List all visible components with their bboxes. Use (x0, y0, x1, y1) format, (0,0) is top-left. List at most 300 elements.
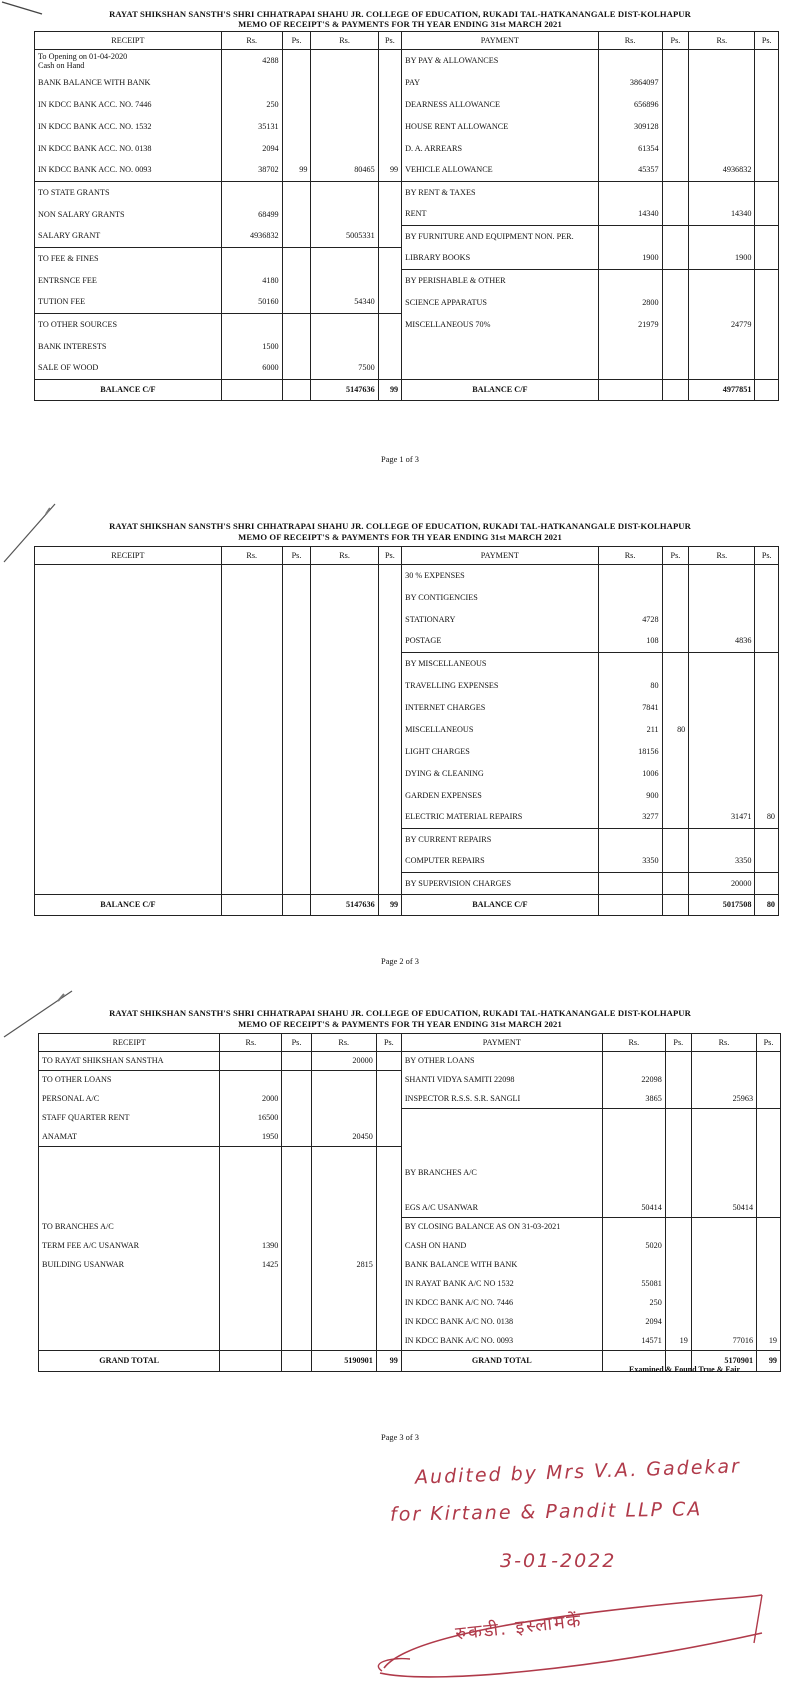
receipt-total-cell: GRAND TOTAL (39, 1351, 220, 1372)
payment-cell (602, 1147, 665, 1199)
receipt-cell (282, 587, 311, 609)
receipt-cell (311, 1147, 376, 1199)
payment-cell (755, 851, 779, 873)
receipt-cell: IN KDCC BANK ACC. NO. 7446 (35, 94, 222, 116)
payment-cell (757, 1294, 781, 1313)
receipt-cell (220, 1199, 282, 1218)
receipt-cell (311, 631, 378, 653)
receipt-cell (282, 1313, 311, 1332)
payment-cell (755, 565, 779, 587)
receipt-cell (39, 1147, 220, 1199)
receipt-cell (311, 829, 378, 851)
receipt-cell: ENTRSNCE FEE (35, 270, 222, 292)
receipt-cell (39, 1199, 220, 1218)
receipt-cell (376, 1237, 401, 1256)
receipt-cell: TO FEE & FINES (35, 248, 222, 270)
receipt-cell (311, 270, 378, 292)
payment-cell: 19 (757, 1332, 781, 1351)
signature-date: 3-01-2022 (500, 1550, 617, 1572)
receipt-cell (35, 675, 222, 697)
receipt-cell (35, 741, 222, 763)
receipt-cell: 7500 (311, 358, 378, 380)
receipt-cell (39, 1275, 220, 1294)
payment-cell (689, 292, 755, 314)
payment-cell (755, 50, 779, 72)
payment-cell (689, 785, 755, 807)
receipt-cell (311, 1109, 376, 1128)
receipt-cell (311, 1090, 376, 1109)
payment-cell (689, 719, 755, 741)
receipt-cell (282, 631, 311, 653)
payment-cell: BY SUPERVISION CHARGES (402, 873, 598, 895)
table-row (35, 314, 779, 336)
table-row (35, 160, 779, 182)
payment-total-cell: 5170901 (691, 1351, 756, 1372)
payment-cell: SCIENCE APPARATUS (402, 292, 598, 314)
payment-cell (665, 1218, 691, 1237)
payment-cell: BY BRANCHES A/C (401, 1147, 602, 1199)
receipt-cell (311, 873, 378, 895)
receipt-cell (221, 807, 282, 829)
receipt-cell (221, 653, 282, 675)
receipt-cell (220, 1052, 282, 1071)
column-header: Rs. (602, 1034, 665, 1052)
payment-cell (689, 829, 755, 851)
table-header-row (35, 32, 779, 50)
receipt-cell (282, 807, 311, 829)
receipt-cell (39, 1332, 220, 1351)
payment-cell: IN KDCC BANK A/C NO. 0138 (401, 1313, 602, 1332)
payment-cell (757, 1313, 781, 1332)
payment-cell (755, 358, 779, 380)
receipt-cell (221, 829, 282, 851)
payment-cell (689, 226, 755, 248)
memo-title: RAYAT SHIKSHAN SANSTH'S SHRI CHHATRAPAI SHAHU JR. COLLEGE OF EDUCATION, RUKADI TAL-HATKANANGALE DIST-KOLHAPUR (109, 521, 691, 531)
payment-cell (691, 1128, 756, 1147)
receipt-cell (378, 741, 401, 763)
receipt-cell (282, 1128, 311, 1147)
receipt-cell (378, 270, 401, 292)
payment-cell: PAY (402, 72, 598, 94)
pen-mark-icon (0, 500, 60, 570)
receipt-cell (221, 785, 282, 807)
payment-cell: BY RENT & TAXES (402, 182, 598, 204)
payment-cell (691, 1256, 756, 1275)
table-row (35, 248, 779, 270)
receipt-cell: TUTION FEE (35, 292, 222, 314)
payment-cell: 108 (598, 631, 662, 653)
table-row (35, 358, 779, 380)
receipt-cell (378, 314, 401, 336)
payment-cell (691, 1294, 756, 1313)
payment-cell: 3864097 (598, 72, 662, 94)
receipt-cell (311, 1218, 376, 1237)
payment-cell: BY CLOSING BALANCE AS ON 31-03-2021 (401, 1218, 602, 1237)
audit-note: Examined & Found True & Fair (629, 1365, 741, 1374)
receipt-cell (39, 1313, 220, 1332)
column-header: Ps. (282, 547, 311, 565)
table-row (35, 72, 779, 94)
receipt-cell (35, 565, 222, 587)
receipt-cell (378, 358, 401, 380)
column-header: Ps. (282, 1034, 311, 1052)
column-header: Ps. (378, 547, 401, 565)
payment-cell (757, 1052, 781, 1071)
receipt-cell (378, 785, 401, 807)
payment-total-cell: 80 (755, 895, 779, 916)
receipt-cell (376, 1071, 401, 1090)
payment-cell (755, 314, 779, 336)
payment-cell: IN KDCC BANK A/C NO. 7446 (401, 1294, 602, 1313)
receipt-cell: SALARY GRANT (35, 226, 222, 248)
payment-cell (755, 631, 779, 653)
receipt-cell (311, 653, 378, 675)
receipt-cell (282, 226, 311, 248)
receipt-total-cell (282, 380, 311, 401)
receipt-cell: PERSONAL A/C (39, 1090, 220, 1109)
payment-cell (662, 785, 689, 807)
payment-cell: 900 (598, 785, 662, 807)
receipt-cell: 250 (221, 94, 282, 116)
receipt-cell (282, 1052, 311, 1071)
receipt-cell (378, 50, 401, 72)
payment-cell (689, 182, 755, 204)
payment-cell (757, 1256, 781, 1275)
payment-cell (689, 358, 755, 380)
payment-cell (689, 675, 755, 697)
table-row (39, 1128, 781, 1147)
receipt-total-cell (282, 1351, 311, 1372)
payment-total-cell: GRAND TOTAL (401, 1351, 602, 1372)
payment-cell (755, 697, 779, 719)
receipt-cell (221, 182, 282, 204)
table-row (35, 719, 779, 741)
receipt-cell (282, 719, 311, 741)
receipt-cell (311, 72, 378, 94)
payment-cell: 24779 (689, 314, 755, 336)
payment-cell (691, 1071, 756, 1090)
payment-cell: 7841 (598, 697, 662, 719)
payment-cell (757, 1071, 781, 1090)
receipt-cell (35, 653, 222, 675)
receipt-cell (376, 1090, 401, 1109)
table-row (35, 204, 779, 226)
receipt-cell (39, 1294, 220, 1313)
receipt-cell (282, 72, 311, 94)
receipt-cell (282, 94, 311, 116)
receipt-cell (35, 851, 222, 873)
column-header: Ps. (378, 32, 401, 50)
payment-cell (691, 1109, 756, 1128)
payment-cell: 45357 (598, 160, 662, 182)
receipt-cell (282, 204, 311, 226)
receipt-cell (221, 763, 282, 785)
payment-cell: 61354 (598, 138, 662, 160)
payment-cell (755, 719, 779, 741)
table-row (35, 182, 779, 204)
receipt-cell: TO OTHER LOANS (39, 1071, 220, 1090)
receipt-cell (378, 182, 401, 204)
payment-cell: DYING & CLEANING (402, 763, 598, 785)
payment-cell (755, 72, 779, 94)
receipt-cell (378, 631, 401, 653)
payment-cell (662, 631, 689, 653)
receipt-cell (220, 1071, 282, 1090)
payment-cell (755, 785, 779, 807)
payment-cell (691, 1275, 756, 1294)
receipt-cell: 5005331 (311, 226, 378, 248)
payment-cell: 25963 (691, 1090, 756, 1109)
receipt-cell (282, 1237, 311, 1256)
column-header: Rs. (691, 1034, 756, 1052)
receipt-cell (282, 1256, 311, 1275)
payment-cell (662, 270, 689, 292)
receipt-cell (282, 116, 311, 138)
receipt-cell (221, 631, 282, 653)
receipt-cell: TO STATE GRANTS (35, 182, 222, 204)
payment-cell: 22098 (602, 1071, 665, 1090)
table-row (35, 829, 779, 851)
payment-cell (665, 1147, 691, 1199)
payment-cell: COMPUTER REPAIRS (402, 851, 598, 873)
receipt-cell (378, 829, 401, 851)
receipt-cell: IN KDCC BANK ACC. NO. 1532 (35, 116, 222, 138)
receipt-cell: 35131 (221, 116, 282, 138)
payment-cell (757, 1237, 781, 1256)
receipt-cell (282, 314, 311, 336)
receipt-cell: 2000 (220, 1090, 282, 1109)
payment-cell: 80 (598, 675, 662, 697)
receipt-cell (282, 697, 311, 719)
receipt-total-cell: BALANCE C/F (35, 380, 222, 401)
receipt-cell: 38702 (221, 160, 282, 182)
receipt-cell (378, 697, 401, 719)
receipt-cell (311, 1294, 376, 1313)
receipt-cell (282, 292, 311, 314)
payment-cell (401, 1128, 602, 1147)
column-header: Ps. (282, 32, 311, 50)
payment-cell: 3350 (689, 851, 755, 873)
receipt-total-cell (221, 380, 282, 401)
receipt-cell (311, 204, 378, 226)
payment-cell: 50414 (602, 1199, 665, 1218)
receipt-cell (35, 807, 222, 829)
receipt-cell (282, 829, 311, 851)
receipt-cell (311, 851, 378, 873)
payment-cell: BANK BALANCE WITH BANK (401, 1256, 602, 1275)
receipt-cell (282, 1147, 311, 1199)
table-row (39, 1256, 781, 1275)
receipt-cell: BUILDING USANWAR (39, 1256, 220, 1275)
receipt-cell: 4936832 (221, 226, 282, 248)
table-row (39, 1275, 781, 1294)
payment-cell (662, 565, 689, 587)
receipt-cell (311, 314, 378, 336)
payment-cell (691, 1237, 756, 1256)
payment-cell (689, 609, 755, 631)
table-row (35, 336, 779, 358)
table-row (35, 675, 779, 697)
payment-cell (755, 94, 779, 116)
payment-cell (662, 653, 689, 675)
signature-scribble-icon (370, 1573, 790, 1693)
payment-cell: BY FURNITURE AND EQUIPMENT NON. PER. (402, 226, 598, 248)
payment-cell: 18156 (598, 741, 662, 763)
payment-cell: SHANTI VIDYA SAMITI 22098 (401, 1071, 602, 1090)
payment-cell: 30 % EXPENSES (402, 565, 598, 587)
payment-cell (689, 763, 755, 785)
column-header: Rs. (311, 32, 378, 50)
receipt-cell (282, 763, 311, 785)
payment-cell (662, 807, 689, 829)
receipt-cell: 1425 (220, 1256, 282, 1275)
payment-cell (602, 1128, 665, 1147)
payment-cell: TRAVELLING EXPENSES (402, 675, 598, 697)
payment-cell: 80 (662, 719, 689, 741)
column-header: RECEIPT (35, 547, 222, 565)
receipt-cell (378, 587, 401, 609)
payment-cell (757, 1199, 781, 1218)
receipt-cell (311, 116, 378, 138)
payment-total-cell: 5017508 (689, 895, 755, 916)
payment-cell: BY PERISHABLE & OTHER (402, 270, 598, 292)
receipt-cell (311, 1332, 376, 1351)
receipt-cell (282, 358, 311, 380)
table-row (35, 653, 779, 675)
payment-cell: BY PAY & ALLOWANCES (402, 50, 598, 72)
receipt-cell (378, 116, 401, 138)
receipt-cell (35, 719, 222, 741)
table-row (35, 292, 779, 314)
receipt-cell (311, 1313, 376, 1332)
payment-total-cell: 99 (757, 1351, 781, 1372)
payment-cell (755, 116, 779, 138)
receipt-cell (378, 719, 401, 741)
receipt-cell (282, 1332, 311, 1351)
payment-cell: 80 (755, 807, 779, 829)
receipt-cell (282, 248, 311, 270)
payment-cell: GARDEN EXPENSES (402, 785, 598, 807)
column-header: Ps. (662, 547, 689, 565)
table-row (39, 1332, 781, 1351)
payment-cell: 19 (665, 1332, 691, 1351)
receipt-cell (378, 226, 401, 248)
payment-cell (689, 94, 755, 116)
payment-cell (755, 248, 779, 270)
payment-cell (602, 1218, 665, 1237)
payment-cell: 656896 (598, 94, 662, 116)
receipt-cell (35, 697, 222, 719)
payment-cell (755, 763, 779, 785)
receipt-cell (221, 587, 282, 609)
receipt-cell (311, 248, 378, 270)
payment-cell: INSPECTOR R.S.S. S.R. SANGLI (401, 1090, 602, 1109)
receipt-cell (376, 1294, 401, 1313)
payment-total-cell: BALANCE C/F (402, 895, 598, 916)
payment-cell: 20000 (689, 873, 755, 895)
receipt-cell: IN KDCC BANK ACC. NO. 0093 (35, 160, 222, 182)
payment-cell: 3350 (598, 851, 662, 873)
payment-cell (598, 873, 662, 895)
receipt-cell (378, 336, 401, 358)
column-header: Ps. (755, 547, 779, 565)
payment-cell (755, 292, 779, 314)
memo-title: RAYAT SHIKSHAN SANSTH'S SHRI CHHATRAPAI SHAHU JR. COLLEGE OF EDUCATION, RUKADI TAL-HATKANANGALE DIST-KOLHAPUR (109, 1008, 691, 1018)
receipt-cell (311, 763, 378, 785)
pen-mark-icon (0, 985, 80, 1045)
receipt-cell (282, 182, 311, 204)
receipt-cell (311, 182, 378, 204)
signature-line-firm: for Kirtane & Pandit LLP CA (389, 1498, 703, 1526)
receipt-cell: 2815 (311, 1256, 376, 1275)
receipt-cell (282, 785, 311, 807)
payment-cell (755, 829, 779, 851)
receipt-cell (311, 1275, 376, 1294)
payment-cell (662, 829, 689, 851)
receipt-cell (282, 50, 311, 72)
receipt-cell (376, 1199, 401, 1218)
receipt-cell: 6000 (221, 358, 282, 380)
payment-cell (755, 336, 779, 358)
receipt-cell (376, 1147, 401, 1199)
payment-cell (602, 1256, 665, 1275)
receipt-cell (221, 873, 282, 895)
payment-cell (662, 763, 689, 785)
receipt-cell (311, 94, 378, 116)
payment-cell (662, 741, 689, 763)
receipt-cell (311, 565, 378, 587)
pen-mark-icon (0, 0, 60, 20)
receipt-cell (311, 1237, 376, 1256)
payment-cell (689, 653, 755, 675)
receipt-cell (311, 675, 378, 697)
payment-cell (598, 182, 662, 204)
receipt-total-cell: 5147636 (311, 380, 378, 401)
payment-cell (662, 292, 689, 314)
payment-cell (665, 1275, 691, 1294)
payment-cell (691, 1147, 756, 1199)
payment-total-cell (598, 380, 662, 401)
receipt-cell (378, 653, 401, 675)
payment-cell (662, 358, 689, 380)
table-row (35, 587, 779, 609)
receipt-total-cell: 5190901 (311, 1351, 376, 1372)
receipt-cell: 54340 (311, 292, 378, 314)
accounts-table-page-2 (34, 546, 779, 916)
column-header: RECEIPT (39, 1034, 220, 1052)
payment-cell (662, 851, 689, 873)
receipt-cell (282, 1071, 311, 1090)
receipt-cell: 4180 (221, 270, 282, 292)
memo-subtitle: MEMO OF RECEIPT'S & PAYMENTS FOR TH YEAR ENDING 31st MARCH 2021 (238, 19, 562, 29)
payment-total-cell: 4977851 (689, 380, 755, 401)
payment-cell (662, 697, 689, 719)
receipt-cell (35, 587, 222, 609)
table-row (35, 138, 779, 160)
payment-total-cell (598, 895, 662, 916)
column-header: PAYMENT (402, 32, 598, 50)
table-header-row (39, 1034, 781, 1052)
payment-cell (662, 226, 689, 248)
receipt-cell: 4288 (221, 50, 282, 72)
payment-cell (689, 697, 755, 719)
receipt-cell (282, 675, 311, 697)
receipt-total-cell: BALANCE C/F (35, 895, 222, 916)
table-row (39, 1052, 781, 1071)
receipt-cell (376, 1313, 401, 1332)
payment-cell (665, 1199, 691, 1218)
payment-cell (665, 1256, 691, 1275)
